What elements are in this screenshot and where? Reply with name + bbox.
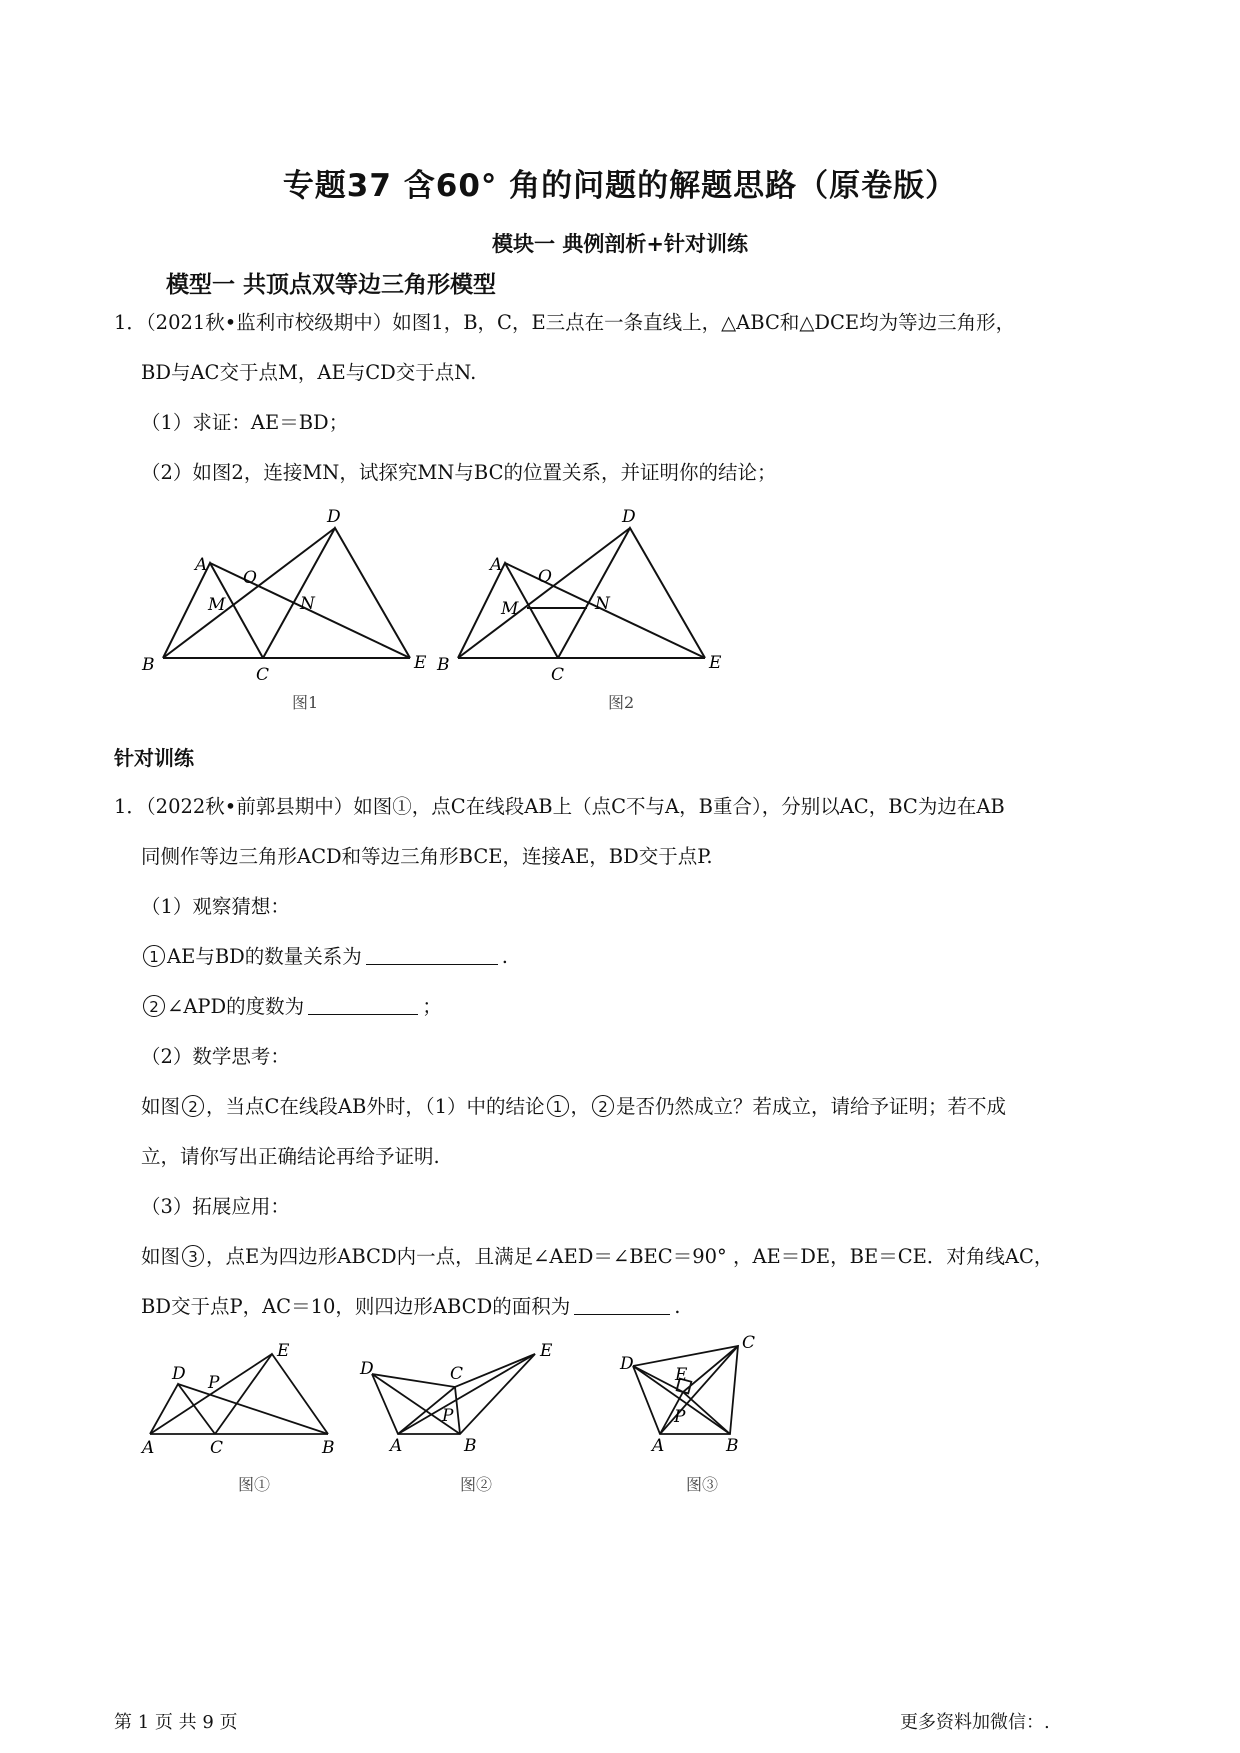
problem1-part2: （2）如图2，连接MN，试探究MN与BC的位置关系，并证明你的结论； [141,461,777,484]
circled-number-1: 1 [547,1095,569,1117]
q2-end: ； [422,995,442,1018]
circled-number-2: 2 [143,995,165,1017]
q1-end: . [501,945,508,968]
label-d-figc3: D [620,1354,634,1374]
label-m-fig2: M [501,599,519,619]
figure-1-diagram [163,528,410,658]
label-a-figc3: A [652,1436,665,1456]
problem2-part3-line2 [141,1292,680,1322]
figure-2-diagram [458,528,705,658]
part3-text-a: 如图 [141,1245,181,1268]
label-n-fig1: N [300,594,315,614]
figure-circle3-diagram [633,1346,738,1434]
label-d-fig2: D [622,507,636,527]
label-e-figc2: E [540,1341,553,1361]
problem1-part1: （1）求证：AE＝BD； [141,411,349,434]
circled-number-2: 2 [182,1095,204,1117]
label-n-fig2: N [595,594,610,614]
triangle-acd [150,1384,215,1434]
label-c-figc3: C [742,1334,756,1353]
line-bd-fig1 [163,528,335,658]
label-e-fig2: E [709,653,722,673]
label-a-fig2: A [490,555,503,575]
problem2-q2 [141,992,442,1022]
section-title: 针对训练 [114,746,194,770]
answer-blank-q1[interactable] [366,944,498,965]
line-cb-fig2 [455,1387,460,1434]
problem2-q1 [141,942,508,972]
answer-blank-q3[interactable] [574,1294,670,1315]
problem1-line1: 1．（2021秋•监利市校级期中）如图1，B，C，E三点在一条直线上，△ABC和△DCE均为等边三角形， [114,311,1016,334]
label-c-fig2: C [551,665,565,685]
problem2-part3-title: （3）拓展应用： [141,1195,290,1218]
part3-end: . [674,1295,681,1318]
circled-number-3: 3 [182,1245,204,1267]
label-p-figc1: P [208,1373,220,1393]
label-p-figc3: P [674,1407,686,1427]
label-m-fig1: M [208,595,226,615]
q2-text: ∠APD的度数为 [167,995,305,1018]
label-a-fig1: A [195,555,208,575]
label-e-figc3: E [675,1365,688,1385]
q1-text: AE与BD的数量关系为 [167,945,362,968]
problem2-part3-line1 [141,1242,1053,1272]
label-c-figc2: C [450,1364,464,1384]
triangle-dce-fig1 [263,528,410,658]
circled-number-2: 2 [592,1095,614,1117]
triangle-dce-fig2 [558,528,705,658]
footer-page-number: 第 1 页 共 9 页 [114,1712,238,1733]
problem2-line1: 1．（2022秋•前郭县期中）如图①，点C在线段AB上（点C不与A，B重合），分别以AC，BC为边在AB [114,795,1005,818]
problem1-figures [130,498,730,718]
part2-text-a: 如图 [141,1095,181,1118]
label-e-fig1: E [414,653,427,673]
label-p-figc2: P [442,1406,454,1426]
part2-text-d: 是否仍然成立？若成立，请给予证明；若不成 [616,1095,1007,1118]
label-o-fig2: O [538,567,552,587]
fig2-caption: 图2 [608,693,635,712]
label-d-fig1: D [327,507,341,527]
problem2-part2-line1 [141,1092,1006,1122]
problem2-line2: 同侧作等边三角形ACD和等边三角形BCE，连接AE，BD交于点P. [141,845,713,868]
problem2-part2-line2: 立，请你写出正确结论再给予证明. [141,1145,440,1168]
footer-contact: 更多资料加微信：. [900,1712,1050,1733]
line-bd [178,1384,328,1434]
problem2-part1-title: （1）观察猜想： [141,895,290,918]
figure-circle2-caption: 图② [460,1475,493,1494]
fig1-caption: 图1 [292,693,319,712]
problem2-part2-title: （2）数学思考： [141,1045,290,1068]
module-subtitle: 模块一 典例剖析+针对训练 [492,232,748,256]
model-title: 模型一 共顶点双等边三角形模型 [166,272,497,298]
line-ae-fig2 [398,1354,535,1434]
problem1-line2: BD与AC交于点M，AE与CD交于点N. [141,361,477,384]
line-bd-fig2 [458,528,630,658]
page-title: 专题37 含60° 角的问题的解题思路（原卷版） [282,168,958,204]
label-c-figc1: C [210,1438,224,1458]
problem2-figures [130,1334,780,1504]
triangle-bce [215,1354,328,1434]
label-b-fig1: B [142,655,155,675]
label-a-figc2: A [390,1436,403,1456]
part3-text-line2: BD交于点P，AC＝10，则四边形ABCD的面积为 [141,1295,571,1318]
label-b-figc2: B [464,1436,477,1456]
label-d-figc2: D [360,1359,374,1379]
label-b-figc1: B [322,1438,335,1458]
label-b-figc3: B [726,1436,739,1456]
part3-text-b: ，点E为四边形ABCD内一点，且满足∠AED＝∠BEC＝90° ，AE＝DE，BE＝CE．对角线AC， [206,1245,1054,1268]
label-d-figc1: D [172,1364,186,1384]
label-o-fig1: O [243,568,257,588]
part2-text-c: ， [570,1095,591,1118]
figure-circle1-caption: 图① [238,1475,271,1494]
label-c-fig1: C [256,665,270,685]
label-b-fig2: B [437,655,450,675]
answer-blank-q2[interactable] [308,994,418,1015]
label-e-figc1: E [277,1341,290,1361]
part2-text-b: ，当点C在线段AB外时，（1）中的结论 [206,1095,545,1118]
figure-circle3-caption: 图③ [686,1475,719,1494]
circled-number-1: 1 [143,945,165,967]
label-a-figc1: A [142,1438,155,1458]
line-ae [150,1354,272,1434]
